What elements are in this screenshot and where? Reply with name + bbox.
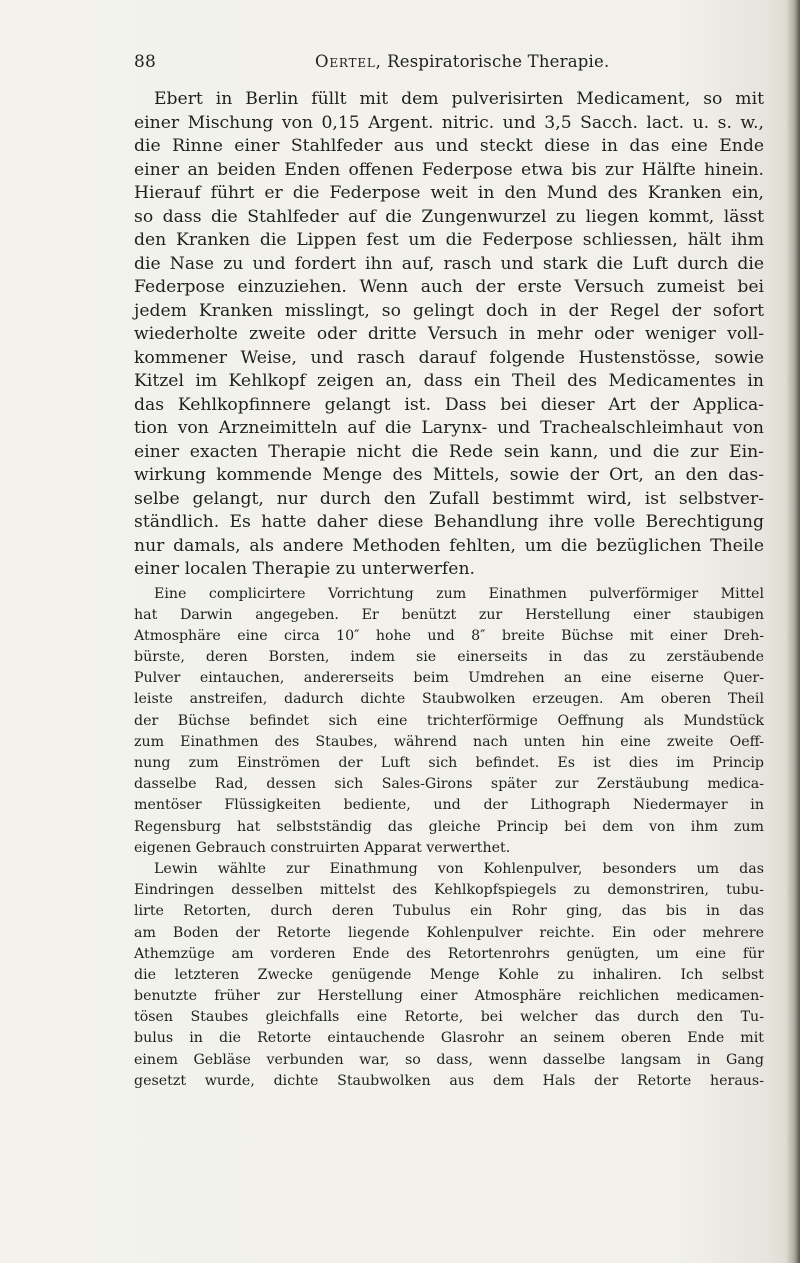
- paragraph-ebert: [134, 88, 764, 582]
- text-line: benutzte früher zur Herstellung einer Atmosphäre reichlichen medicamen-: [134, 988, 764, 1005]
- text-line: das Kehlkopfinnere gelangt ist. Dass bei dieser Art der Applica-: [134, 394, 764, 415]
- text-line: nur damals, als andere Methoden fehlten, um die bezüglichen Theile: [134, 535, 764, 556]
- text-line: ständlich. Es hatte daher diese Behandlung ihre volle Berechtigung: [134, 512, 764, 532]
- text-line: bürste, deren Borsten, indem sie einerseits in das zu zerstäubende: [134, 649, 764, 666]
- text-line: Kitzel im Kehlkopf zeigen an, dass ein Theil des Medicamentes in: [134, 371, 764, 391]
- text-line: am Boden der Retorte liegende Kohlenpulver reichte. Ein oder mehrere: [134, 924, 764, 941]
- text-line: Ebert in Berlin füllt mit dem pulverisirten Medicament, so mit: [154, 89, 764, 109]
- paragraph-lewin: [134, 859, 764, 1092]
- text-line: den Kranken die Lippen fest um die Federpose schliessen, hält ihm: [134, 230, 764, 250]
- text-line: einem Gebläse verbunden war, so dass, wenn dasselbe langsam in Gang: [134, 1051, 764, 1068]
- text-line: jedem Kranken misslingt, so gelingt doch in der Regel der sofort: [134, 300, 764, 321]
- text-line: tösen Staubes gleichfalls eine Retorte, bei welcher das durch den Tu-: [134, 1009, 764, 1026]
- header-author: Oertel,: [315, 52, 382, 71]
- text-line: leiste anstreifen, dadurch dichte Staubwolken erzeugen. Am oberen Theil: [134, 691, 764, 708]
- text-line: Atmosphäre eine circa 10″ hohe und 8″ breite Büchse mit einer Dreh-: [134, 627, 764, 644]
- text-line: die Rinne einer Stahlfeder aus und steckt diese in das eine Ende: [134, 136, 764, 156]
- text-line: Lewin wählte zur Einathmung von Kohlenpulver, besonders um das: [154, 860, 764, 877]
- text-line: wirkung kommende Menge des Mittels, sowie der Ort, an den das-: [134, 465, 764, 485]
- paragraph-darwin: [134, 584, 764, 859]
- text-line: wiederholte zweite oder dritte Versuch in mehr oder weniger voll-: [134, 324, 764, 344]
- text-line: dasselbe Rad, dessen sich Sales-Girons später zur Zerstäubung medica-: [134, 776, 764, 793]
- text-line: zum Einathmen des Staubes, während nach unten hin eine zweite Oeff-: [134, 733, 764, 750]
- text-line: Athemzüge am vorderen Ende des Retortenrohrs genügten, um eine für: [134, 945, 764, 962]
- text-line: einer exacten Therapie nicht die Rede sein kann, und die zur Ein-: [134, 441, 764, 462]
- text-line: einer an beiden Enden offenen Federpose etwa bis zur Hälfte hinein.: [134, 159, 764, 180]
- text-line: Federpose einzuziehen. Wenn auch der erste Versuch zumeist bei: [134, 277, 764, 297]
- text-line: Eine complicirtere Vorrichtung zum Einathmen pulverförmiger Mittel: [154, 585, 764, 602]
- running-title: [315, 52, 609, 71]
- page-edge-shadow: [786, 0, 800, 1263]
- text-line: Pulver eintauchen, andererseits beim Umdrehen an eine eiserne Quer-: [134, 670, 764, 687]
- text-line: lirte Retorten, durch deren Tubulus ein Rohr ging, das bis in das: [134, 903, 764, 920]
- text-line: eigenen Gebrauch construirten Apparat verwerthet.: [134, 839, 511, 856]
- text-line: Regensburg hat selbstständig das gleiche Princip bei dem von ihm zum: [134, 818, 764, 835]
- page-number: 88: [134, 52, 157, 72]
- text-line: selbe gelangt, nur durch den Zufall bestimmt wird, ist selbstver-: [134, 488, 764, 509]
- text-line: Hierauf führt er die Federpose weit in den Mund des Kranken ein,: [134, 183, 764, 203]
- text-line: einer Mischung von 0,15 Argent. nitric. und 3,5 Sacch. lact. u. s. w.,: [134, 112, 764, 133]
- text-line: nung zum Einströmen der Luft sich befindet. Es ist dies im Princip: [134, 755, 764, 771]
- text-line: bulus in die Retorte eintauchende Glasrohr an seinem oberen Ende mit: [134, 1030, 764, 1047]
- text-line: tion von Arzneimitteln auf die Larynx- und Trachealschleimhaut von: [134, 418, 764, 438]
- header-title: Respiratorische Therapie.: [387, 52, 610, 71]
- text-line: Eindringen desselben mittelst des Kehlkopfspiegels zu demonstriren, tubu-: [134, 882, 764, 899]
- body-text: [134, 88, 764, 1092]
- text-line: die Nase zu und fordert ihn auf, rasch und stark die Luft durch die: [134, 253, 764, 274]
- text-line: hat Darwin angegeben. Er benützt zur Herstellung einer staubigen: [134, 606, 764, 623]
- running-header: [134, 52, 774, 80]
- text-line: kommener Weise, und rasch darauf folgende Hustenstösse, sowie: [134, 347, 764, 368]
- text-line: mentöser Flüssigkeiten bediente, und der Lithograph Niedermayer in: [134, 797, 764, 814]
- text-line: gesetzt wurde, dichte Staubwolken aus dem Hals der Retorte heraus-: [134, 1072, 764, 1089]
- text-line: einer localen Therapie zu unterwerfen.: [134, 559, 475, 579]
- text-line: der Büchse befindet sich eine trichterförmige Oeffnung als Mundstück: [134, 712, 764, 729]
- text-line: die letzteren Zwecke genügende Menge Kohle zu inhaliren. Ich selbst: [134, 966, 764, 983]
- text-line: so dass die Stahlfeder auf die Zungenwurzel zu liegen kommt, lässt: [134, 206, 764, 227]
